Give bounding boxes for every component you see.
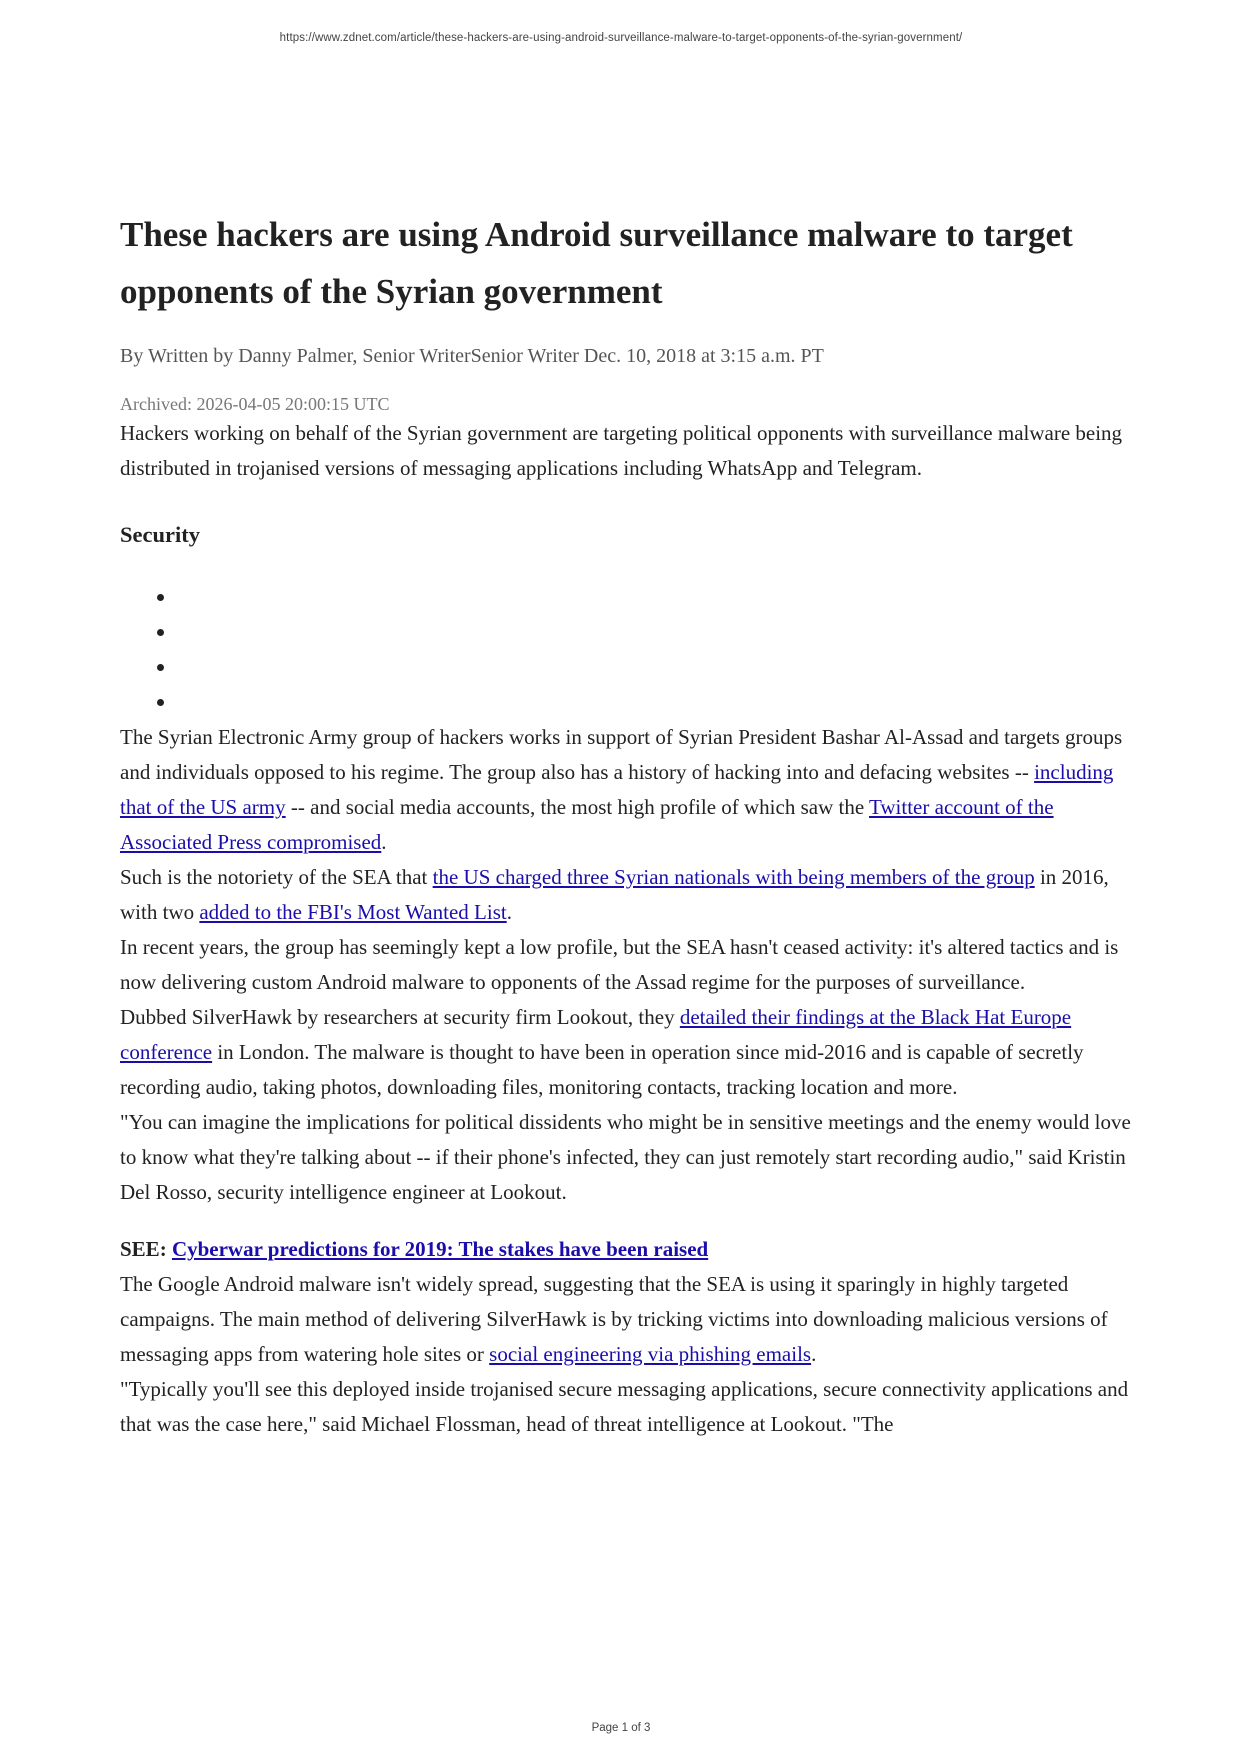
paragraph-sea-history [120, 720, 1140, 860]
list-item [160, 650, 1140, 685]
paragraph-text: The Syrian Electronic Army group of hackers works in support of Syrian President Bashar Al-Assad and targets groups and individuals opposed to his regime. The group also has a history of hacking into and defacing websites -- [120, 725, 1123, 784]
list-item [160, 615, 1140, 650]
list-item [160, 580, 1140, 615]
link-cyberwar-predictions[interactable]: Cyberwar predictions for 2019: The stakes have been raised [171, 1237, 709, 1261]
paragraph-text: Dubbed SilverHawk by researchers at security firm Lookout, they [120, 1005, 680, 1029]
link-us-army[interactable]: including that of the US army [120, 760, 1114, 819]
link-us-charged-nationals[interactable]: the US charged three Syrian nationals with being members of the group [432, 865, 1035, 889]
paragraph-text: -- and social media accounts, the most high profile of which saw the [285, 795, 870, 819]
paragraph-android-malware [120, 1267, 1140, 1372]
section-heading-security: Security [120, 522, 200, 547]
paragraph-text: . [506, 900, 512, 924]
link-black-hat-findings[interactable]: detailed their findings at the Black Hat Europe conference [120, 1005, 1072, 1064]
article-byline: By Written by Danny Palmer, Senior WriterSenior Writer Dec. 10, 2018 at 3:15 a.m. PT [120, 345, 824, 367]
empty-bullet-list [120, 580, 1140, 720]
paragraph-recent-years: In recent years, the group has seemingly kept a low profile, but the SEA hasn't ceased activity: it's altered tactics and is now delivering custom Android malware to opponents of the Assad regime for the purposes of surveillance. [120, 935, 1119, 994]
link-ap-twitter-compromised[interactable]: Twitter account of the Associated Press compromised [120, 795, 1054, 854]
paragraph-quote-flossman: "Typically you'll see this deployed inside trojanised secure messaging applications, secure connectivity applications and that was the case here," said Michael Flossman, head of threat intelligence at Lookout. "The [120, 1377, 1129, 1436]
page-url-header: https://www.zdnet.com/article/these-hackers-are-using-android-surveillance-malware-to-target-opponents-of-the-syrian-government/ [279, 32, 963, 44]
link-phishing-emails[interactable]: social engineering via phishing emails [489, 1342, 812, 1366]
paragraph-text: . [381, 830, 387, 854]
see-also-line [120, 1232, 1140, 1267]
paragraph-quote-del-rosso: "You can imagine the implications for political dissidents who might be in sensitive meetings and the enemy would love to know what they're talking about -- if their phone's infected, they can just remotely start recording audio," said Kristin Del Rosso, security intelligence engineer at Lookout. [120, 1110, 1131, 1204]
paragraph-notoriety [120, 860, 1140, 930]
page-number-footer: Page 1 of 3 [591, 1722, 651, 1734]
paragraph-text: Such is the notoriety of the SEA that [120, 865, 433, 889]
article-body [120, 206, 1140, 1442]
archived-timestamp: Archived: 2026-04-05 20:00:15 UTC [120, 394, 390, 414]
paragraph-silverhawk [120, 1000, 1140, 1105]
paragraph-text: The Google Android malware isn't widely spread, suggesting that the SEA is using it sparingly in highly targeted campaigns. The main method of delivering SilverHawk is by tricking victims into downloading malicious versions of messaging apps from watering hole sites or [120, 1272, 1108, 1366]
paragraph-text: in 2016, with two [120, 865, 1109, 924]
paragraph-text: in London. The malware is thought to have been in operation since mid-2016 and is capable of secretly recording audio, taking photos, downloading files, monitoring contacts, tracking location and more. [120, 1040, 1084, 1099]
link-fbi-most-wanted[interactable]: added to the FBI's Most Wanted List [199, 900, 507, 924]
intro-paragraph: Hackers working on behalf of the Syrian government are targeting political opponents with surveillance malware being distributed in trojanised versions of messaging applications including WhatsApp and Telegram. [120, 421, 1123, 480]
list-item [160, 685, 1140, 720]
article-title: These hackers are using Android surveillance malware to target opponents of the Syrian government [120, 215, 1073, 311]
see-label: SEE: [120, 1237, 172, 1261]
paragraph-text: . [811, 1342, 817, 1366]
